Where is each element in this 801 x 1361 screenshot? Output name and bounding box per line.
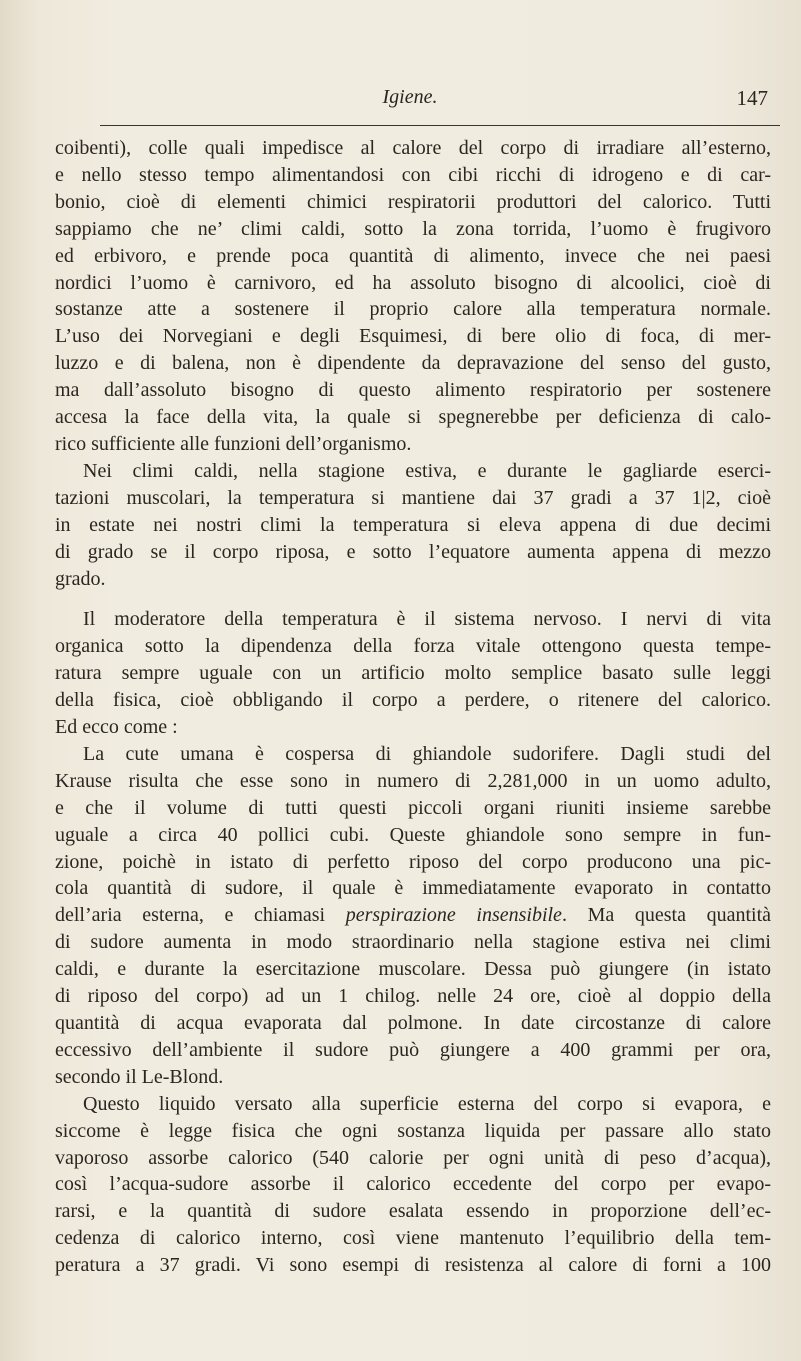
header-rule [100,125,780,126]
running-title: Igiene. [382,86,438,108]
text-line: e che il volume di tutti questi piccoli organi riuniti insieme sarebbe [55,796,771,819]
text-line: sostanze atte a sostenere il proprio calore alla temperatura normale. [55,298,771,321]
text-line: bonio, cioè di elementi chimici respiratorii produttori del calorico. Tutti [55,190,771,213]
text-line: Il moderatore della temperatura è il sistema nervoso. I nervi di vita [83,608,771,631]
text-line: organica sotto la dipendenza della forza vitale ottengono questa tempe- [55,635,771,658]
text-line: di grado se il corpo riposa, e sotto l’equatore aumenta appena di mezzo [55,540,771,563]
text-line: grado. [55,567,106,590]
text-line: accesa la face della vita, la quale si spegnerebbe per deficienza di calo- [55,406,771,429]
text-fragment: . Ma questa quantità [561,904,771,927]
text-line: ed erbivoro, e prende poca quantità di alimento, invece che nei paesi [55,244,771,267]
text-line: luzzo e di balena, non è dipendente da depravazione del senso del gusto, [55,352,771,375]
text-line: rico sufficiente alle funzioni dell’organismo. [55,432,412,455]
paragraph-gap [55,592,771,606]
text-line: di sudore aumenta in modo straordinario nella stagione estiva nei climi [55,931,771,954]
text-line: eccessivo dell’ambiente il sudore può giungere a 400 grammi per ora, [55,1038,771,1061]
text-line: peratura a 37 gradi. Vi sono esempi di resistenza al calore di forni a 100 [55,1254,771,1277]
body-text [55,135,771,1279]
text-line: vaporoso assorbe calorico (540 calorie per ogni unità di peso d’acqua), [55,1146,771,1169]
text-line: e nello stesso tempo alimentandosi con cibi ricchi di idrogeno e di car- [55,163,771,186]
text-line: rarsi, e la quantità di sudore esalata essendo in proporzione dell’ec- [55,1200,771,1223]
text-line: tazioni muscolari, la temperatura si mantiene dai 37 gradi a 37 1|2, cioè [55,486,771,509]
text-line: zione, poichè in istato di perfetto riposo del corpo producono una pic- [55,850,771,873]
text-line: della fisica, cioè obbligando il corpo a perdere, o ritenere del calorico. [55,689,771,712]
text-line: così l’acqua-sudore assorbe il calorico eccedente del corpo per evapo- [55,1173,771,1196]
paragraph [55,135,771,458]
text-line: Nei climi caldi, nella stagione estiva, e durante le gagliarde eserci- [83,459,771,482]
text-line: caldi, e durante la esercitazione muscolare. Dessa può giungere (in istato [55,958,771,981]
text-line: coibenti), colle quali impedisce al calore del corpo di irradiare all’esterno, [55,137,771,159]
text-line: secondo il Le-Blond. [55,1065,224,1088]
text-line: quantità di acqua evaporata dal polmone. In date circostanze di calore [55,1012,771,1034]
text-line: Questo liquido versato alla superficie esterna del corpo si evapora, e [83,1092,771,1115]
text-line: ratura sempre uguale con un artificio molto semplice basato sulle leggi [55,662,771,685]
paragraph [55,1091,771,1279]
text-line: siccome è legge fisica che ogni sostanza liquida per passare allo stato [55,1119,771,1142]
italic-term: perspirazione insensibile [345,904,562,927]
paragraph [55,741,771,1091]
text-line: L’uso dei Norvegiani e degli Esquimesi, di bere olio di foca, di mer- [55,325,771,348]
text-line: nordici l’uomo è carnivoro, ed ha assoluto bisogno di alcoolici, cioè di [55,271,771,294]
text-line: uguale a circa 40 pollici cubi. Queste ghiandole sono sempre in fun- [55,823,771,846]
text-line: di riposo del corpo) ad un 1 chilog. nelle 24 ore, cioè al doppio della [55,985,771,1008]
paragraph [55,606,771,741]
text-fragment: dell’aria esterna, e chiamasi [55,904,326,927]
page-header [40,86,780,116]
text-line: cola quantità di sudore, il quale è immediatamente evaporato in contatto [55,877,771,900]
text-line [55,902,771,929]
text-line: cedenza di calorico interno, così viene mantenuto l’equilibrio della tem- [55,1227,771,1250]
page-number: 147 [736,86,768,110]
text-line: La cute umana è cospersa di ghiandole sudorifere. Dagli studi del [83,742,771,765]
text-line: sappiamo che ne’ climi caldi, sotto la zona torrida, l’uomo è frugivoro [55,217,771,240]
text-line: in estate nei nostri climi la temperatura si eleva appena di due decimi [55,513,771,536]
text-line: Ed ecco come : [55,716,178,739]
text-line: ma dall’assoluto bisogno di questo alimento respiratorio per sostenere [55,379,771,402]
text-line: Krause risulta che esse sono in numero di 2,281,000 in un uomo adulto, [55,769,771,792]
paragraph [55,458,771,593]
